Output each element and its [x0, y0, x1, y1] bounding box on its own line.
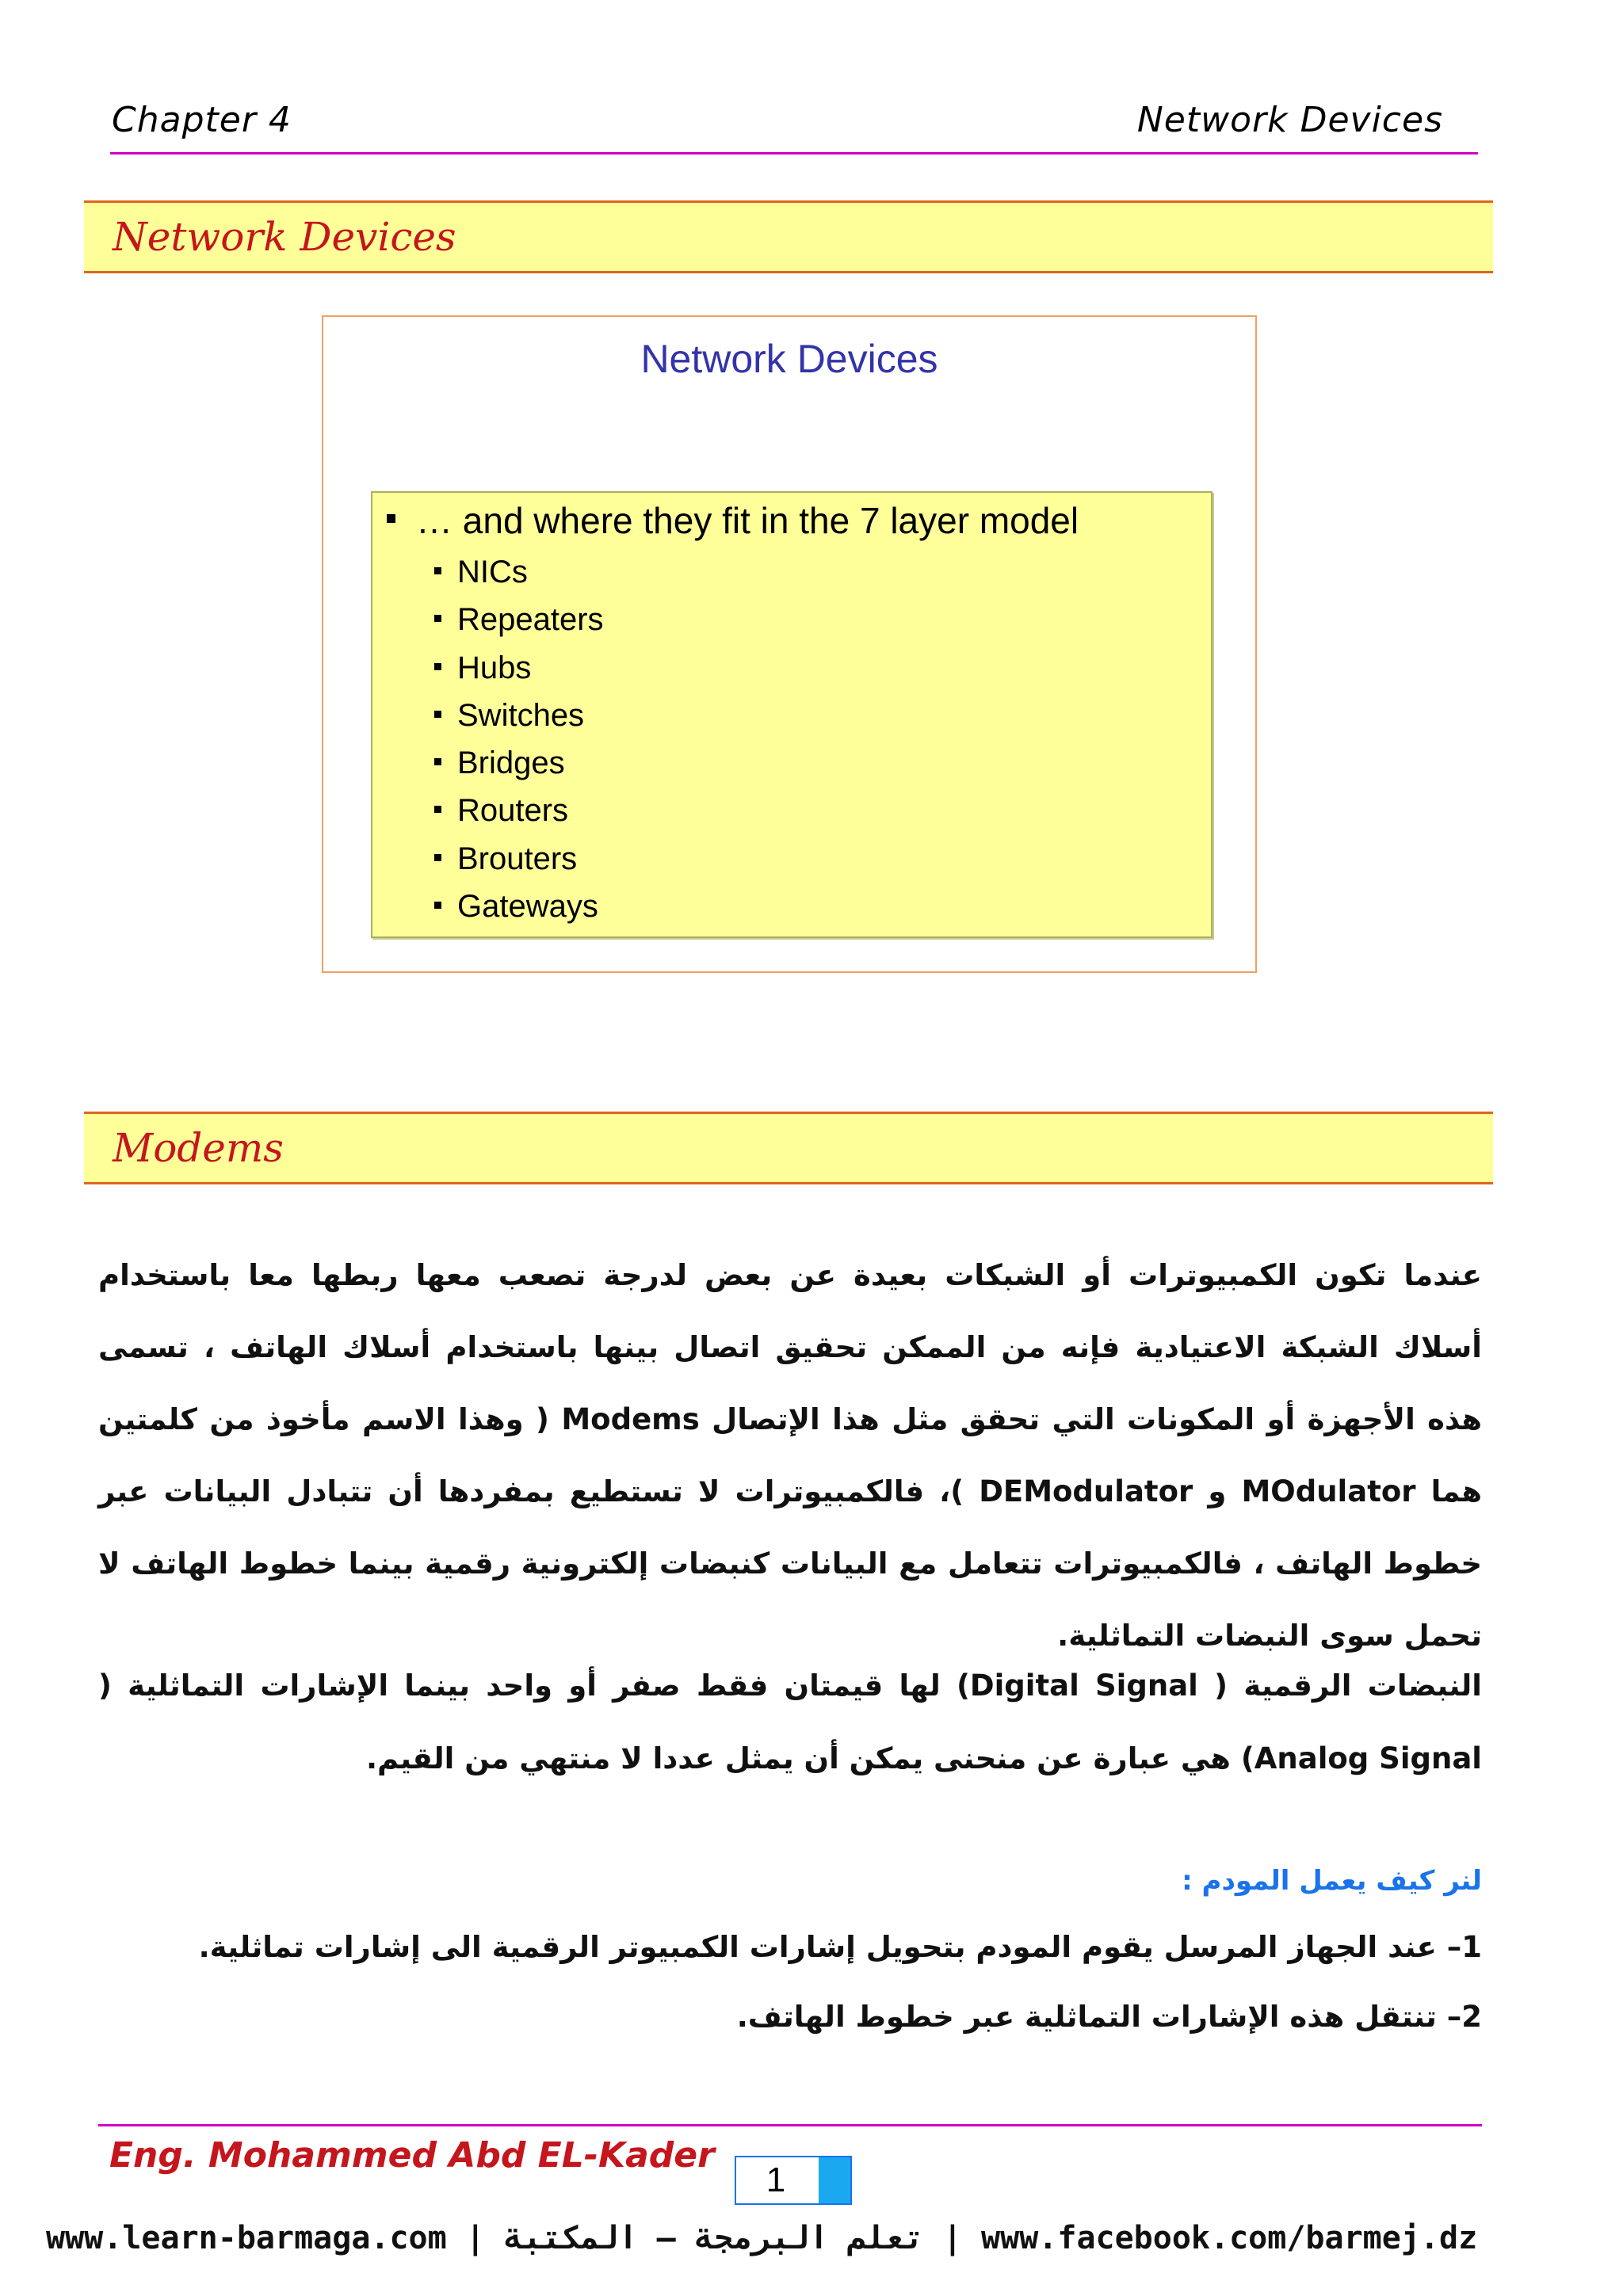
page-header [110, 97, 1478, 154]
page-number: 1 [766, 2161, 786, 2199]
section-bar-network-devices [84, 200, 1493, 273]
device-name: Repeaters [457, 602, 604, 638]
list-item [434, 835, 604, 883]
device-name: Hubs [457, 650, 532, 685]
slide-main-bullet-text: … and where they fit in the 7 layer model [416, 500, 1079, 541]
slide-title: Network Devices [640, 337, 938, 381]
bullet-square-icon [387, 514, 395, 523]
bullet-square-icon [434, 663, 441, 670]
slide-bullet-box [371, 491, 1212, 938]
section-bar-modems [84, 1112, 1493, 1184]
bullet-square-icon [434, 806, 441, 813]
list-item [434, 739, 604, 787]
bullet-square-icon [434, 711, 441, 718]
device-name: Brouters [457, 841, 578, 876]
page-number-box [735, 2156, 852, 2205]
bullet-square-icon [434, 567, 441, 574]
footer-links: www.learn-barmaga.com | تعلم البرمجة – المكتبة | www.facebook.com/barmej.dz [46, 2220, 1478, 2256]
modems-paragraph-2: النبضات الرقمية ( Digital Signal) لها قيمتان فقط صفر أو واحد بينما الإشارات التماثلية ( Analog Signal) هي عبارة عن منحنى يمكن أن يمثل عددا لا منتهي من القيم. [98, 1669, 1482, 1775]
list-item [434, 692, 604, 739]
list-item [434, 596, 604, 643]
device-name: Bridges [457, 746, 565, 781]
list-item [434, 548, 604, 596]
list-item [434, 787, 604, 834]
bullet-square-icon [434, 902, 441, 909]
page-tab-decoration [819, 2157, 850, 2203]
section-title-modems: Modems [113, 1125, 284, 1171]
slide-figure [322, 315, 1257, 973]
bullet-square-icon [434, 758, 441, 765]
device-list [434, 548, 604, 930]
bullet-square-icon [434, 615, 441, 622]
how-modem-works-heading: لنر كيف يعمل المودم : [1182, 1865, 1482, 1897]
device-name: Routers [457, 793, 569, 829]
slide-main-bullet [387, 499, 1079, 542]
modem-step-1: 1– عند الجهاز المرسل يقوم المودم بتحويل إشارات الكمبيوتر الرقمية الى إشارات تماثلية. [198, 1930, 1482, 1964]
modems-paragraph-1: عندما تكون الكمبيوترات أو الشبكات بعيدة عن بعض لدرجة تصعب معها ربطها معا باستخدام أسلاك الشبكة الاعتيادية فإنه من الممكن تحقيق اتصال بينها باستخدام أسلاك الهاتف ، تسمى هذه الأجهزة أو المكونات التي تحقق مثل هذا الإتصال Modems ( وهذا الاسم مأخوذ من كلمتين هما MOdulator و DEModulator )، فالكمبيوترات لا تستطيع بمفردها أن تتبادل البيانات عبر خطوط الهاتف ، فالكمبيوترات تتعامل مع البيانات كنبضات إلكترونية رقمية بينما خطوط الهاتف لا تحمل سوى النبضات التماثلية. [98, 1258, 1483, 1653]
author-name: Eng. Mohammed Abd EL-Kader [109, 2135, 715, 2176]
device-name: Gateways [457, 889, 598, 925]
chapter-label: Chapter 4 [112, 100, 292, 140]
device-name: NICs [457, 555, 528, 589]
list-item [434, 644, 604, 692]
bullet-square-icon [434, 854, 441, 861]
section-title-network-devices: Network Devices [113, 214, 456, 260]
topic-label: Network Devices [1136, 100, 1443, 140]
modem-step-2: 2– تنتقل هذه الإشارات التماثلية عبر خطوط الهاتف. [736, 2000, 1482, 2034]
footer-divider [98, 2124, 1482, 2126]
list-item [434, 883, 604, 930]
device-name: Switches [457, 697, 585, 733]
